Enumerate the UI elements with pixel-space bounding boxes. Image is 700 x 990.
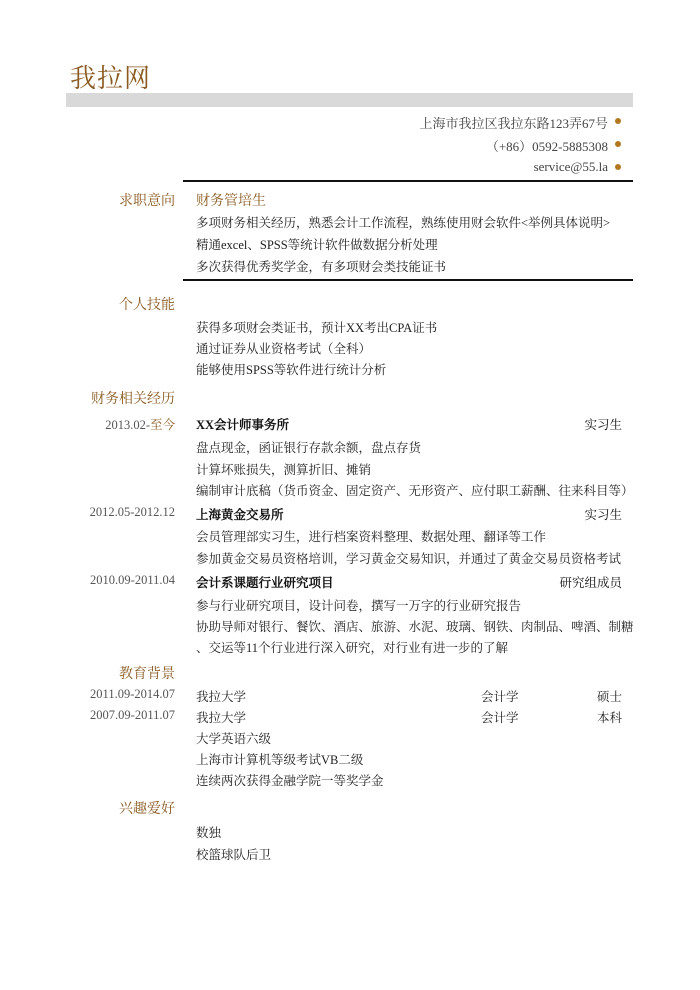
- education-school: 我拉大学: [196, 711, 247, 725]
- bullet-dot-icon: [615, 118, 621, 124]
- header-bar: [66, 93, 633, 107]
- objective-line: 精通excel、SPSS等统计软件做数据分析处理: [196, 238, 438, 252]
- education-line: 大学英语六级: [196, 732, 272, 746]
- experience-role: 实习生: [584, 508, 622, 522]
- contact-phone: （+86）0592-5885308: [485, 139, 608, 154]
- education-line: 连续两次获得金融学院一等奖学金: [196, 774, 384, 788]
- education-major: 会计学: [481, 711, 519, 725]
- experience-line: 计算坏账损失，测算折旧、摊销: [196, 463, 372, 477]
- contact-email: service@55.la: [533, 159, 608, 174]
- experience-line: 会员管理部实习生，进行档案资料整理、数据处理、翻译等工作: [196, 530, 547, 544]
- skill-line: 能够使用SPSS等软件进行统计分析: [196, 363, 387, 377]
- experience-line: 协助导师对银行、餐饮、酒店、旅游、水泥、玻璃、钢铁、肉制品、啤酒、制糖: [196, 620, 634, 634]
- objective-line: 多项财务相关经历，熟悉会计工作流程，熟练使用财会软件<举例具体说明>: [196, 216, 611, 230]
- section-divider: [183, 279, 633, 281]
- hobby-line: 数独: [196, 826, 222, 840]
- resume-name: 我拉网: [70, 64, 152, 93]
- experience-date: 2012.05-2012.12: [89, 505, 175, 519]
- section-divider: [183, 180, 633, 182]
- experience-line: 编制审计底稿（货币资金、固定资产、无形资产、应付职工薪酬、往来科目等）: [196, 484, 634, 498]
- experience-date: [105, 415, 175, 433]
- experience-org: XX会计师事务所: [196, 418, 290, 432]
- section-label-skills: 个人技能: [119, 298, 175, 313]
- bullet-dot-icon: [615, 141, 621, 147]
- experience-org: 会计系课题行业研究项目: [196, 576, 334, 590]
- education-degree: 硕士: [596, 690, 622, 704]
- section-label-hobbies: 兴趣爱好: [119, 802, 175, 817]
- skill-line: 通过证券从业资格考试（全科）: [196, 342, 372, 356]
- bullet-dot-icon: [615, 164, 621, 170]
- experience-line: 参与行业研究项目，设计问卷，撰写一万字的行业研究报告: [196, 599, 522, 613]
- education-degree: 本科: [596, 711, 622, 725]
- experience-role: 研究组成员: [559, 576, 622, 590]
- objective-position: 财务管培生: [196, 194, 266, 209]
- education-line: 上海市计算机等级考试VB二级: [196, 753, 364, 767]
- education-date: 2011.09-2014.07: [90, 687, 175, 701]
- experience-line: 参加黄金交易员资格培训，学习黄金交易知识，并通过了黄金交易员资格考试: [196, 552, 622, 566]
- education-school: 我拉大学: [196, 690, 247, 704]
- hobby-line: 校篮球队后卫: [196, 848, 272, 862]
- date-present: 至今: [149, 418, 175, 432]
- experience-date: 2010.09-2011.04: [90, 573, 175, 587]
- experience-line: 盘点现金，函证银行存款余额，盘点存货: [196, 441, 422, 455]
- experience-role: 实习生: [584, 418, 622, 432]
- skill-line: 获得多项财会类证书，预计XX考出CPA证书: [196, 321, 438, 335]
- education-major: 会计学: [481, 690, 519, 704]
- objective-line: 多次获得优秀奖学金，有多项财会类技能证书: [196, 260, 447, 274]
- section-label-education: 教育背景: [119, 667, 175, 682]
- date-range: 2013.02-: [105, 418, 150, 432]
- experience-org: 上海黄金交易所: [196, 508, 284, 522]
- contact-address: 上海市我拉区我拉东路123弄67号: [419, 116, 608, 131]
- education-date: 2007.09-2011.07: [90, 708, 175, 722]
- section-label-objective: 求职意向: [119, 194, 175, 209]
- experience-line: 、交运等11个行业进行深入研究，对行业有进一步的了解: [196, 641, 509, 655]
- section-label-experience: 财务相关经历: [91, 392, 175, 407]
